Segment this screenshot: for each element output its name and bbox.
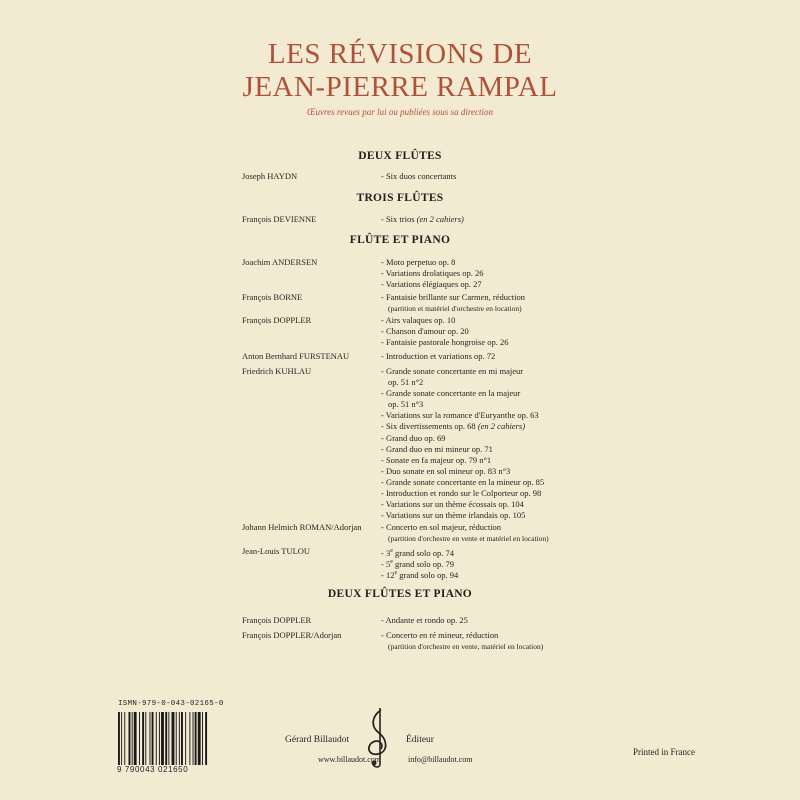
works-roman: [381, 522, 549, 544]
work-item: - Andante et rondo op. 25: [381, 615, 468, 625]
printed-in-label: Printed in France: [633, 747, 695, 757]
work-item: - Chanson d'amour op. 20: [381, 326, 469, 337]
work-item: - Variations sur un thème écossais op. 104: [381, 499, 524, 510]
section-heading-deux-flutes-piano: DEUX FLÛTES ET PIANO: [327, 588, 473, 600]
work-item: - Concerto en sol majeur, réduction: [381, 522, 502, 532]
publisher-name: Gérard Billaudot: [285, 735, 350, 745]
work-note: (en 2 cahiers): [477, 421, 526, 432]
work-item: - Grande sonate concertante en mi majeur: [381, 366, 524, 376]
composer-tulou: Jean-Louis TULOU: [242, 546, 311, 556]
work-note: (partition d'orchestre en vente et matériel en location): [388, 534, 549, 544]
work-item: - Variations drolatiques op. 26: [381, 268, 484, 279]
works-andersen: [381, 257, 484, 290]
works-doppler-2fl: [381, 615, 468, 626]
works-devienne: [381, 214, 464, 225]
section-heading-deux-flutes: DEUX FLÛTES: [358, 150, 442, 162]
works-doppler-adorjan: [381, 630, 543, 652]
composer-kuhlau: Friedrich KUHLAU: [242, 366, 312, 376]
composer-furstenau: Anton Bernhard FURSTENAU: [242, 351, 350, 361]
email-link[interactable]: info@billaudot.com: [408, 755, 473, 764]
composer-andersen: Joachim ANDERSEN: [242, 257, 318, 267]
works-furstenau: [381, 351, 495, 362]
work-note: (partition et matériel d'orchestre en location): [388, 304, 522, 314]
work-item: - Six trios: [381, 214, 415, 224]
work-item: - Variations sur la romance d'Euryanthe op. 63: [381, 410, 539, 421]
work-item-cont: op. 51 n°3: [388, 399, 424, 410]
work-item: - Grand duo en mi mineur op. 71: [381, 443, 493, 454]
ismn-label: ISMN-979-0-043-02165-0: [118, 700, 224, 708]
work-item: - Grande sonate concertante en la majeur: [381, 388, 521, 399]
website-link[interactable]: www.billaudot.com: [318, 755, 382, 764]
section-heading-trois-flutes: TROIS FLÛTES: [356, 192, 444, 204]
work-item: - Fantaisie brillante sur Carmen, réduction: [381, 292, 525, 302]
composer-doppler-adorjan: François DOPPLER/Adorjan: [242, 630, 342, 640]
page-title-line2: JEAN-PIERRE RAMPAL: [242, 71, 558, 103]
works-kuhlau: [381, 366, 544, 521]
work-item: - Fantaisie pastorale hongroise op. 26: [381, 337, 509, 348]
composer-haydn: Joseph HAYDN: [242, 171, 298, 181]
works-borne: [381, 292, 525, 314]
work-item: - 5e grand solo op. 79: [381, 558, 455, 569]
work-item: - Grand duo op. 69: [381, 432, 446, 443]
work-item: - Concerto en ré mineur, réduction: [381, 630, 499, 640]
work-item: - Variations élégiaques op. 27: [381, 279, 482, 290]
work-item-cont: op. 51 n°2: [388, 377, 424, 388]
work-item: - Sonate en fa majeur op. 79 n°1: [381, 454, 492, 465]
work-item: - Six divertissements op. 68: [381, 421, 476, 432]
works-doppler: [381, 315, 508, 348]
work-item: - 12e grand solo op. 94: [381, 570, 459, 581]
section-heading-flute-piano: FLÛTE ET PIANO: [349, 234, 451, 246]
barcode-icon: [117, 712, 237, 765]
work-note: (partition d'orchestre en vente, matériel en location): [388, 642, 544, 652]
work-item: - Six duos concertants: [381, 171, 457, 181]
work-item: - Introduction et variations op. 72: [381, 351, 496, 361]
barcode-number: 9 790043 021650: [117, 765, 189, 774]
work-item: - 3e grand solo op. 74: [381, 547, 455, 558]
works-haydn: [381, 171, 456, 182]
work-item: - Grande sonate concertante en la mineur op. 85: [381, 476, 545, 487]
works-tulou: [381, 546, 458, 579]
page-title-line1: LES RÉVISIONS DE: [267, 38, 533, 70]
work-item: - Introduction et rondo sur le Colporteur op. 98: [381, 488, 542, 499]
work-item: - Moto perpetuo op. 8: [381, 257, 456, 267]
composer-roman: Johann Helmich ROMAN/Adorjan: [242, 522, 362, 532]
work-note: (en 2 cahiers): [416, 214, 464, 224]
publisher-role: Éditeur: [406, 735, 434, 745]
composer-doppler-2fl: François DOPPLER: [242, 615, 312, 625]
work-item: - Duo sonate en sol mineur op. 83 n°3: [381, 465, 511, 476]
work-item: - Airs valaques op. 10: [381, 315, 456, 325]
composer-doppler: François DOPPLER: [242, 315, 312, 325]
composer-devienne: François DEVIENNE: [242, 214, 317, 224]
page-subtitle: Œuvres revues par lui ou publiées sous sa direction: [307, 107, 493, 117]
composer-borne: François BORNE: [242, 292, 303, 302]
work-item: - Variations sur un thème irlandais op. 105: [381, 510, 526, 521]
